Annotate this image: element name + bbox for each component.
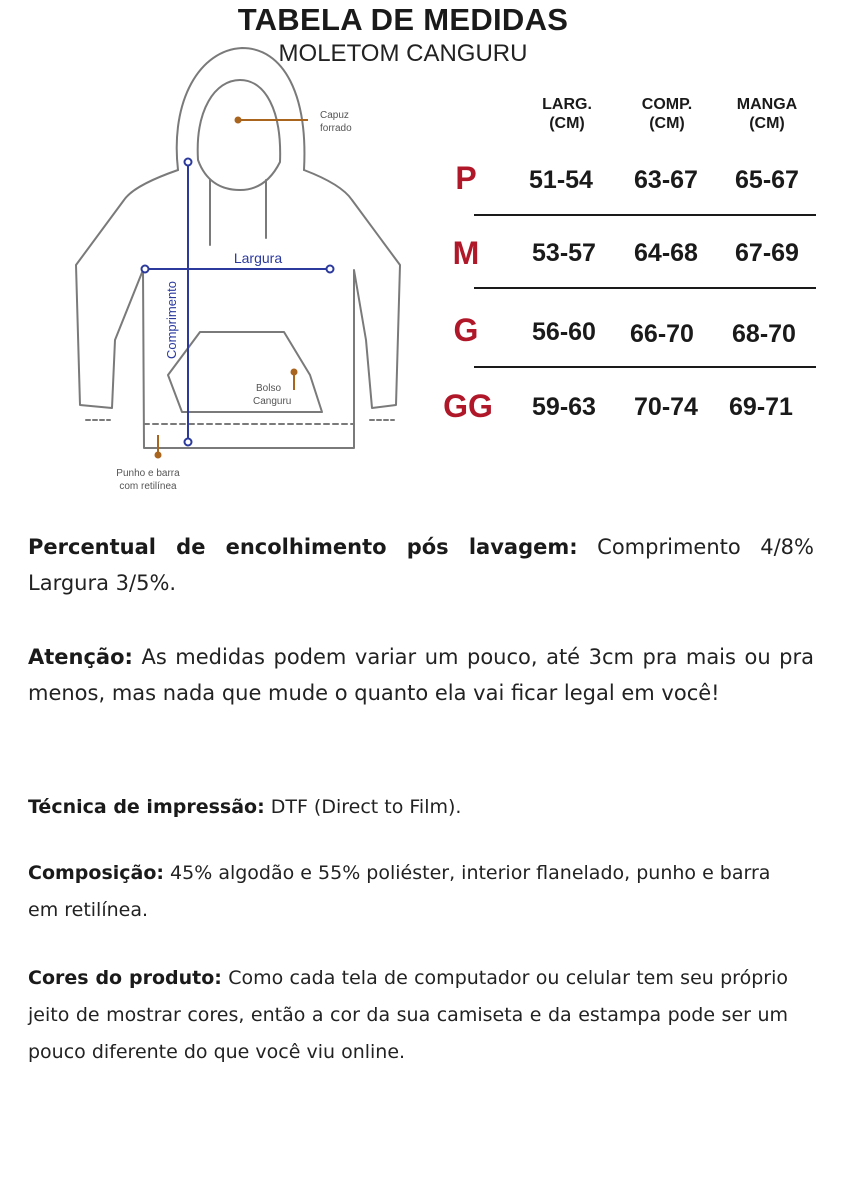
attention-label: Atenção: — [28, 645, 133, 669]
kangaroo-pocket — [168, 332, 322, 412]
print-text: DTF (Direct to Film). — [264, 796, 462, 818]
table-cell: 69-71 — [729, 393, 793, 421]
size-gg: GG — [443, 388, 493, 424]
composition-label: Composição: — [28, 862, 165, 884]
hood-opening — [198, 80, 280, 190]
table-cell: 51-54 — [529, 166, 593, 194]
col-header-comprimento: COMP. (CM) — [641, 96, 693, 132]
col-header-largura: LARG. (CM) — [542, 96, 592, 132]
punho-label-2: com retilínea — [119, 481, 177, 492]
shrink-text: Comprimento 4/8% Largura 3/5%. — [28, 535, 814, 595]
col-header-manga: MANGA (CM) — [736, 96, 798, 132]
capuz-label: Capuz — [320, 110, 349, 121]
bolso-label: Bolso — [256, 383, 282, 394]
colors-paragraph — [28, 960, 788, 1071]
table-cell: 65-67 — [735, 166, 799, 194]
table-cell: 63-67 — [634, 166, 698, 194]
size-p: P — [455, 160, 477, 196]
bolso-label-2: Canguru — [253, 396, 292, 407]
table-cell: 66-70 — [630, 320, 694, 348]
row-divider — [474, 287, 816, 289]
print-paragraph — [28, 789, 788, 826]
page-title: TABELA DE MEDIDAS — [237, 2, 569, 37]
attention-text: As medidas podem variar um pouco, até 3cm pra mais ou pra menos, mas nada que mude o quanto ela vai ficar legal em você! — [28, 645, 814, 705]
size-m: M — [452, 235, 480, 271]
hoodie-diagram — [60, 40, 420, 500]
row-divider — [474, 214, 816, 216]
table-cell: 56-60 — [532, 318, 596, 346]
composition-paragraph — [28, 855, 788, 929]
body-outline — [76, 170, 400, 448]
shrink-paragraph — [28, 529, 814, 601]
table-cell: 68-70 — [732, 320, 796, 348]
print-label: Técnica de impressão: — [28, 796, 265, 818]
table-cell: 67-69 — [735, 239, 799, 267]
punho-label: Punho e barra — [116, 468, 180, 479]
page-subtitle: MOLETOM CANGURU — [278, 40, 528, 67]
table-cell: 70-74 — [634, 393, 698, 421]
comprimento-label: Comprimento — [164, 280, 179, 360]
hood-outline — [177, 48, 305, 170]
table-cell: 59-63 — [532, 393, 596, 421]
row-divider — [474, 366, 816, 368]
table-cell: 64-68 — [634, 239, 698, 267]
table-cell: 53-57 — [532, 239, 596, 267]
shrink-label: Percentual de encolhimento pós lavagem: — [28, 535, 578, 559]
largura-label: Largura — [233, 250, 283, 266]
size-g: G — [453, 312, 479, 348]
attention-paragraph — [28, 639, 814, 711]
capuz-label-2: forrado — [320, 123, 352, 134]
composition-text: 45% algodão e 55% poliéster, interior flanelado, punho e barra em retilínea. — [28, 862, 771, 921]
colors-text: Como cada tela de computador ou celular tem seu próprio jeito de mostrar cores, então a cor da sua camiseta e da estampa pode ser um pouco diferente do que você viu online. — [28, 967, 788, 1063]
colors-label: Cores do produto: — [28, 967, 222, 989]
